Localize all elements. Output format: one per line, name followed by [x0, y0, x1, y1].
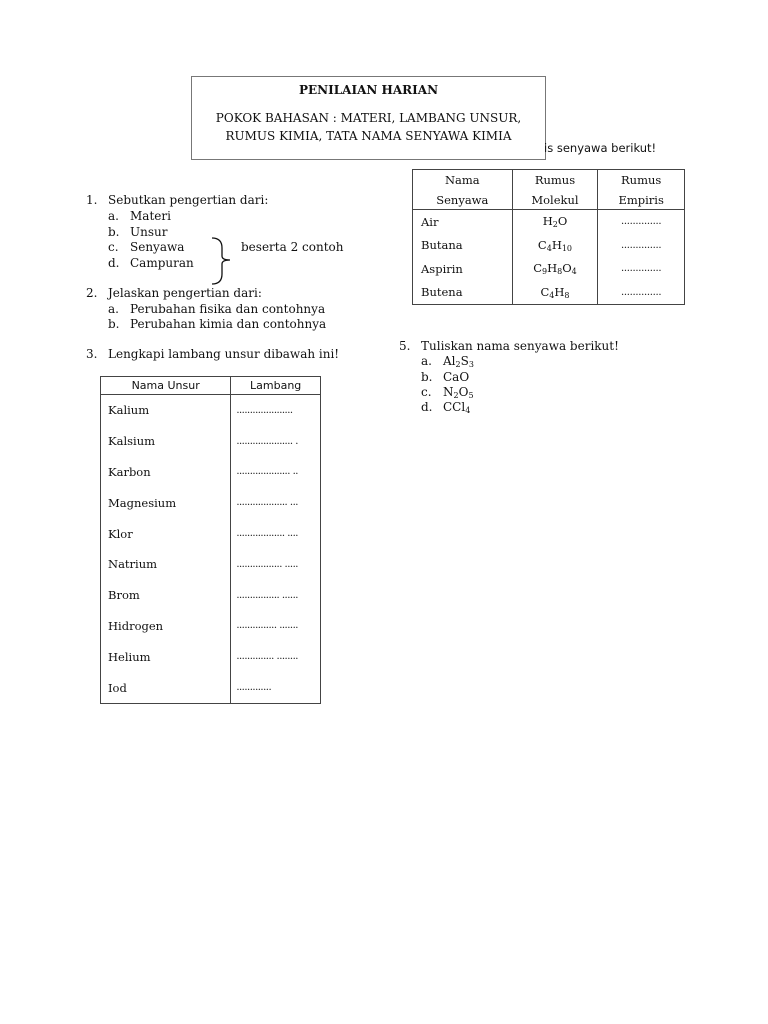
- subtitle-line-1: POKOK BAHASAN : MATERI, LAMBANG UNSUR,: [215, 111, 522, 125]
- list-item: [108, 317, 326, 331]
- compound-name: Air: [413, 210, 513, 234]
- molecular-formula: $H_2O$: [512, 210, 598, 234]
- compound-formula-table: [412, 169, 685, 305]
- column-header: Empiris: [598, 190, 685, 210]
- table-row: [101, 487, 321, 518]
- list-item: [108, 240, 184, 254]
- item-text: Perubahan fisika dan contohnya: [130, 301, 326, 316]
- molecular-formula: $C_4H_8$: [512, 281, 598, 305]
- column-header: Rumus: [598, 170, 685, 191]
- table-header-row: [413, 190, 685, 210]
- list-item: [108, 225, 167, 239]
- list-item: [421, 385, 474, 400]
- list-item: [421, 354, 474, 369]
- table-row: [101, 549, 321, 580]
- question-4-partial-text: is senyawa berikut!: [544, 141, 657, 155]
- table-row: [101, 426, 321, 457]
- column-header: Lambang: [231, 377, 321, 395]
- chemical-formula: $N_2O_5$: [443, 385, 474, 400]
- item-letter: b.: [421, 370, 433, 384]
- question-3: [86, 347, 386, 363]
- item-letter: b.: [108, 224, 120, 239]
- subtitle-line-2: RUMUS KIMIA, TATA NAMA SENYAWA KIMIA: [225, 129, 512, 143]
- element-name: Brom: [101, 580, 231, 611]
- table-row: [413, 257, 685, 281]
- answer-blank: ................ ......: [231, 580, 321, 611]
- question-text: Lengkapi lambang unsur dibawah ini!: [108, 347, 340, 361]
- question-text: Sebutkan pengertian dari:: [108, 193, 269, 207]
- element-name: Helium: [101, 641, 231, 672]
- answer-blank: .....................: [231, 395, 321, 426]
- answer-blank: .................... ..: [231, 457, 321, 488]
- item-letter: d.: [421, 400, 433, 414]
- element-name: Karbon: [101, 457, 231, 488]
- column-header: Nama Unsur: [101, 377, 231, 395]
- curly-brace-icon: [208, 236, 238, 286]
- column-header: Senyawa: [413, 190, 513, 210]
- table-row: [101, 580, 321, 611]
- item-letter: c.: [108, 240, 119, 254]
- element-name: Natrium: [101, 549, 231, 580]
- table-header-row: [413, 170, 685, 191]
- table-row: [101, 395, 321, 426]
- answer-blank: ..............: [598, 210, 685, 234]
- answer-blank: ................... ...: [231, 487, 321, 518]
- list-item: [421, 370, 469, 384]
- element-name: Magnesium: [101, 487, 231, 518]
- question-2: [86, 286, 386, 302]
- element-name: Kalsium: [101, 426, 231, 457]
- item-letter: d.: [108, 255, 120, 270]
- question-number: 3.: [86, 347, 98, 361]
- chemical-formula: CaO: [443, 370, 470, 384]
- table-row: [101, 518, 321, 549]
- list-item: [108, 256, 194, 270]
- answer-blank: .............: [231, 672, 321, 703]
- molecular-formula: $C_9H_8O_4$: [512, 257, 598, 281]
- answer-blank: ..............: [598, 234, 685, 258]
- item-text: Materi: [130, 209, 171, 223]
- table-row: [101, 641, 321, 672]
- question-number: 1.: [86, 193, 98, 207]
- table-row: [413, 281, 685, 305]
- item-letter: b.: [108, 317, 120, 331]
- list-item: [421, 400, 470, 415]
- item-text: Senyawa: [130, 240, 185, 254]
- table-row: [413, 234, 685, 258]
- compound-name: Butena: [413, 281, 513, 305]
- item-text: Unsur: [130, 224, 168, 239]
- table-row: [413, 210, 685, 234]
- brace-note: beserta 2 contoh: [241, 240, 344, 254]
- item-letter: a.: [108, 209, 119, 223]
- question-text: Jelaskan pengertian dari:: [108, 286, 262, 300]
- table-row: [101, 611, 321, 642]
- element-name: Hidrogen: [101, 611, 231, 642]
- page-subtitle: [192, 109, 545, 145]
- item-text: Perubahan kimia dan contohnya: [130, 317, 327, 331]
- page-title: PENILAIAN HARIAN: [298, 83, 439, 97]
- answer-blank: ..............: [598, 281, 685, 305]
- header-box: [191, 76, 546, 160]
- item-letter: a.: [421, 354, 432, 368]
- answer-blank: ..................... .: [231, 426, 321, 457]
- list-item: [108, 302, 325, 316]
- answer-blank: ................. .....: [231, 549, 321, 580]
- item-text: Campuran: [130, 255, 194, 270]
- question-number: 5.: [399, 339, 411, 353]
- table-row: [101, 672, 321, 703]
- chemical-formula: $Al_2S_3$: [443, 354, 474, 369]
- element-name: Klor: [101, 518, 231, 549]
- answer-blank: ............... .......: [231, 611, 321, 642]
- answer-blank: .................. ....: [231, 518, 321, 549]
- answer-blank: ..............: [598, 257, 685, 281]
- element-name: Iod: [101, 672, 231, 703]
- answer-blank: .............. ........: [231, 641, 321, 672]
- item-letter: a.: [108, 301, 119, 316]
- table-header-row: [101, 377, 321, 395]
- question-number: 2.: [86, 286, 98, 300]
- table-row: [101, 457, 321, 488]
- element-symbol-table: [100, 376, 321, 704]
- list-item: [108, 209, 171, 223]
- column-header: Rumus: [512, 170, 598, 191]
- element-name: Kalium: [101, 395, 231, 426]
- item-letter: c.: [421, 385, 432, 399]
- question-text: Tuliskan nama senyawa berikut!: [421, 339, 619, 353]
- column-header: Nama: [413, 170, 513, 191]
- compound-name: Aspirin: [413, 257, 513, 281]
- molecular-formula: $C_4H_{10}$: [512, 234, 598, 258]
- column-header: Molekul: [512, 190, 598, 210]
- chemical-formula: CCl$_4$: [443, 400, 471, 415]
- compound-name: Butana: [413, 234, 513, 258]
- question-1: [86, 193, 386, 209]
- question-5: [399, 339, 699, 355]
